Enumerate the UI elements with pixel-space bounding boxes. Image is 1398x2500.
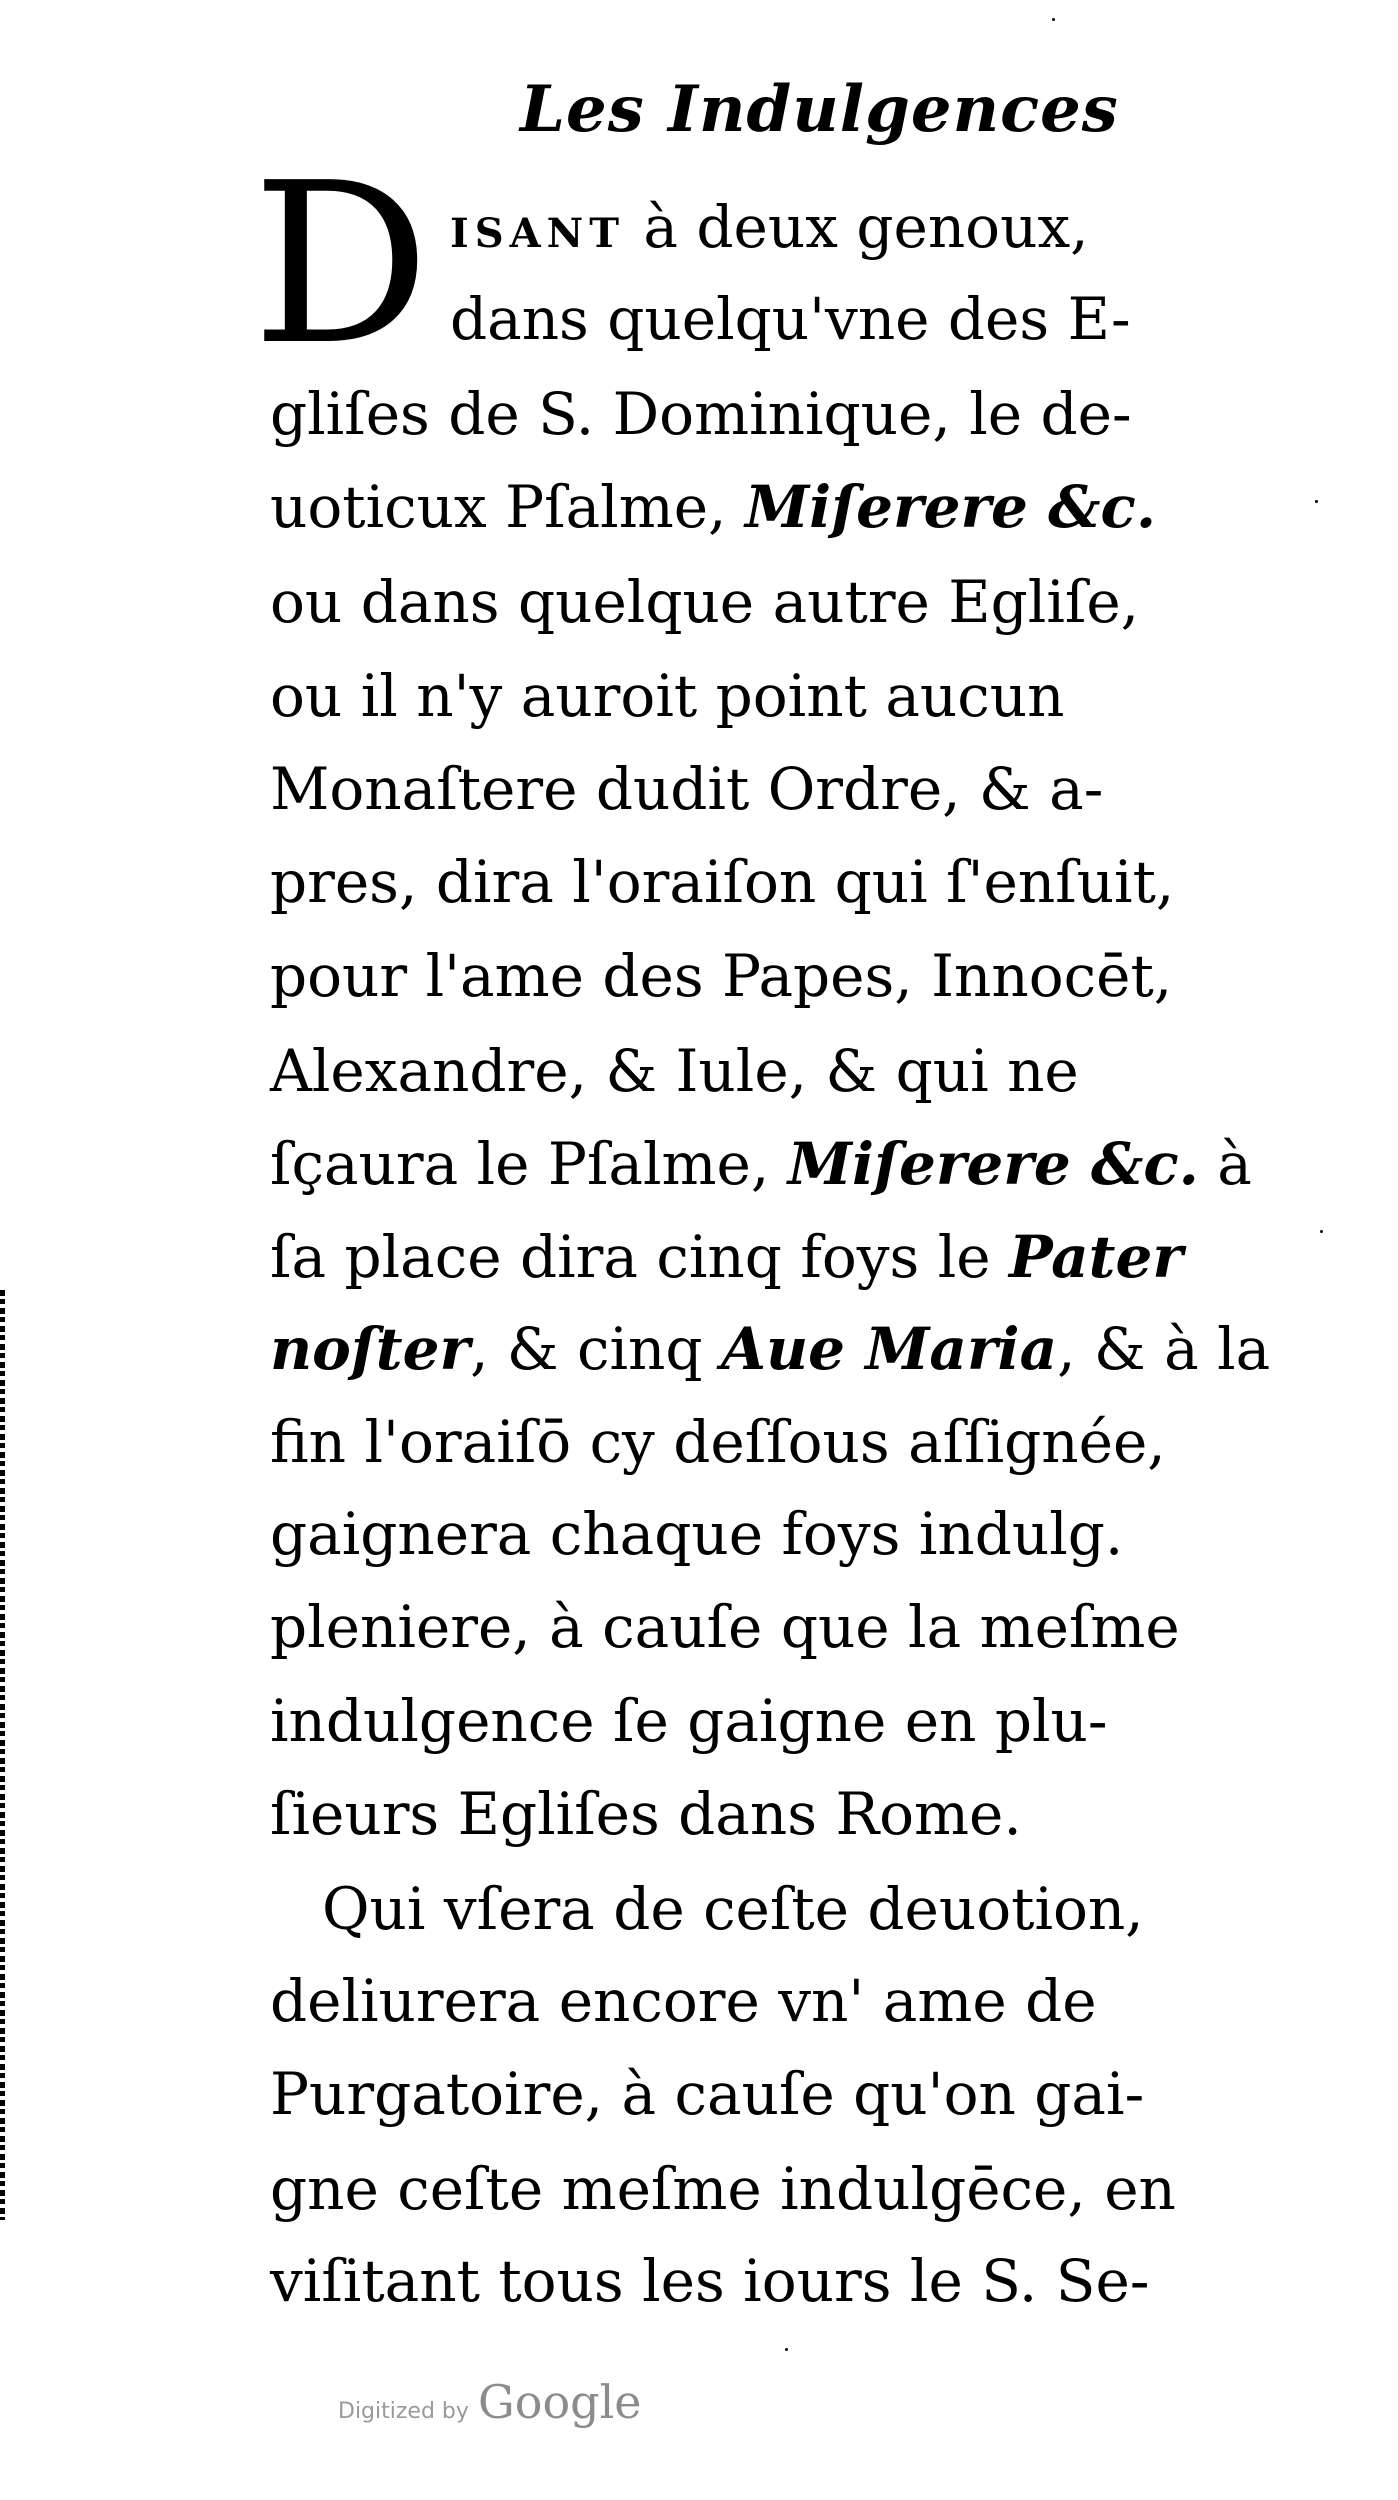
text-line bbox=[270, 2060, 1145, 2128]
text-run: ou dans quelque autre Egliſe, bbox=[270, 568, 1140, 636]
text-line bbox=[270, 1500, 1124, 1568]
text-run: viſitant tous les iours le S. Se- bbox=[270, 2247, 1150, 2315]
page-edge-shadow bbox=[0, 1290, 5, 2220]
text-run: ſa place dira cinq foys le bbox=[270, 1223, 1010, 1291]
text-line bbox=[270, 1130, 1252, 1198]
text-line bbox=[270, 1593, 1180, 1661]
italic-text: Pater bbox=[1009, 1223, 1183, 1291]
text-run: , & à la bbox=[1057, 1315, 1271, 1383]
italic-text: noſter bbox=[270, 1315, 471, 1383]
text-run: fin l'oraiſō cy deſſous aſſignée, bbox=[270, 1408, 1166, 1476]
text-line bbox=[270, 755, 1104, 823]
drop-cap: D bbox=[252, 136, 430, 394]
text-run: ſçaura le Pſalme, bbox=[270, 1130, 788, 1198]
text-run: pres, dira l'oraiſon qui ſ'enſuit, bbox=[270, 848, 1175, 916]
text-line bbox=[270, 568, 1140, 636]
text-line bbox=[270, 1037, 1079, 1105]
text-line bbox=[270, 942, 1173, 1010]
text-run: indulgence ſe gaigne en plu- bbox=[270, 1687, 1108, 1755]
ink-speck bbox=[1052, 18, 1055, 21]
text-run: à bbox=[1198, 1130, 1252, 1198]
text-line bbox=[270, 1780, 1022, 1848]
text-line bbox=[270, 1967, 1097, 2035]
text-line bbox=[450, 193, 1089, 261]
text-line bbox=[270, 380, 1132, 448]
italic-text: Miſerere &c. bbox=[787, 1130, 1199, 1198]
text-line bbox=[270, 662, 1065, 730]
digitization-notice bbox=[338, 2375, 642, 2429]
text-line bbox=[270, 1223, 1183, 1291]
italic-text: Miſerere &c. bbox=[744, 473, 1157, 541]
text-line bbox=[322, 1875, 1144, 1943]
text-run: gliſes de S. Dominique, le de- bbox=[270, 380, 1132, 448]
text-run: Qui vſera de ceſte deuotion, bbox=[322, 1875, 1144, 1943]
text-line bbox=[270, 1687, 1108, 1755]
text-run: pleniere, à cauſe que la meſme bbox=[270, 1593, 1180, 1661]
text-run: dans quelqu'vne des E- bbox=[450, 285, 1131, 353]
text-run: , & cinq bbox=[470, 1315, 721, 1383]
text-run: gne ceſte meſme indulgēce, en bbox=[270, 2155, 1176, 2223]
text-line bbox=[450, 285, 1131, 353]
digitized-by-label: Digitized by bbox=[338, 2399, 469, 2424]
running-head: Les Indulgences bbox=[520, 72, 1119, 147]
text-run: gaignera chaque foys indulg. bbox=[270, 1500, 1124, 1568]
text-run: Purgatoire, à cauſe qu'on gai- bbox=[270, 2060, 1145, 2128]
ink-speck bbox=[785, 2348, 788, 2351]
text-line bbox=[270, 1315, 1271, 1383]
text-line bbox=[270, 848, 1175, 916]
italic-text: Aue Maria bbox=[720, 1315, 1058, 1383]
text-run: pour l'ame des Papes, Innocēt, bbox=[270, 942, 1173, 1010]
text-line bbox=[270, 473, 1157, 541]
text-run: à deux genoux, bbox=[624, 193, 1089, 261]
text-line bbox=[270, 2155, 1176, 2223]
text-run: Alexandre, & Iule, & qui ne bbox=[270, 1037, 1079, 1105]
google-logo: Google bbox=[478, 2375, 642, 2429]
text-run: ſieurs Egliſes dans Rome. bbox=[270, 1780, 1022, 1848]
text-run: Monaſtere dudit Ordre, & a- bbox=[270, 755, 1104, 823]
text-run: deliurera encore vn' ame de bbox=[270, 1967, 1097, 2035]
text-run: ou il n'y auroit point aucun bbox=[270, 662, 1065, 730]
ink-speck bbox=[1315, 500, 1318, 503]
ink-speck bbox=[1320, 1230, 1323, 1233]
text-line bbox=[270, 2247, 1150, 2315]
text-run: uoticux Pſalme, bbox=[270, 473, 745, 541]
text-line bbox=[270, 1408, 1166, 1476]
small-caps-text: ISANT bbox=[450, 210, 625, 257]
